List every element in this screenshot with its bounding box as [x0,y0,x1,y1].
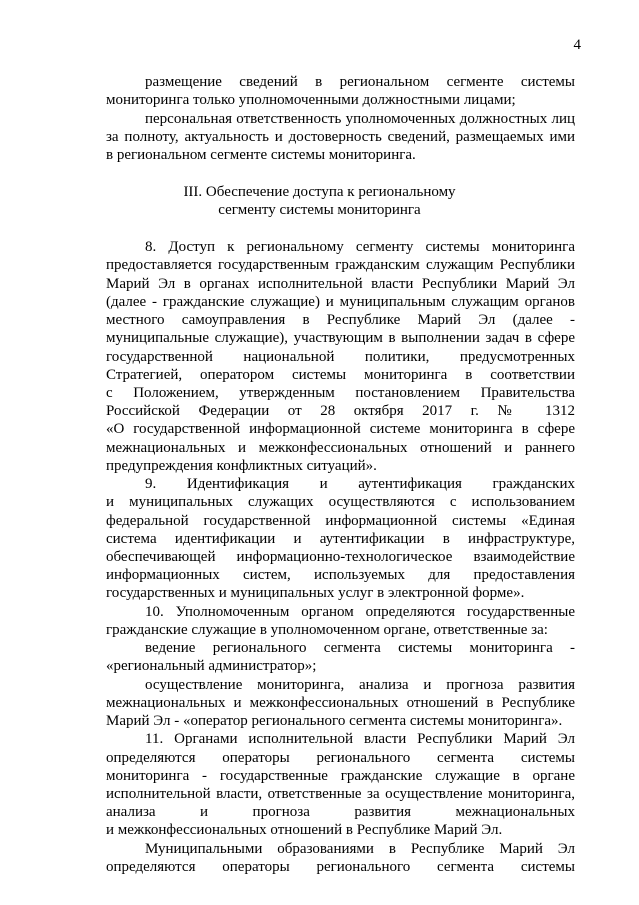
text-line: мониторинга только уполномоченными должностными лицами; [106,92,516,108]
text-line: Марий Эл - «оператор регионального сегмента системы мониторинга». [106,713,563,729]
text-line: гражданские служащие в уполномоченном органе, ответственные за: [106,622,548,638]
section-heading: сегменту системы мониторинга [218,202,421,218]
text-line: муниципальные служащие), участвующим в выполнении задач в сфере [106,330,575,346]
text-line: исполнительной власти, ответственные за осуществление мониторинга, [106,786,575,802]
text-line: местного самоуправления в Республике Марий Эл (далее - [106,312,575,328]
text-line: Муниципальными образованиями в Республике Марий Эл [145,841,575,857]
text-line: персональная ответственность уполномоченных должностных лиц [145,111,575,127]
text-line: предупреждения конфликтных ситуаций». [106,458,377,474]
text-line: анализа и прогноза развития межнациональных [106,804,575,820]
text-line: «О государственной информационной системе мониторинга в сфере [106,421,575,437]
text-line: 8. Доступ к региональному сегменту системы мониторинга [145,239,575,255]
text-line: система идентификации и аутентификации в инфраструктуре, [106,531,575,547]
text-line: размещение сведений в региональном сегменте системы [145,74,575,90]
text-line: 11. Органами исполнительной власти Республики Марий Эл [145,731,575,747]
text-line: и муниципальных служащих осуществляются с использованием [106,494,575,510]
text-line: Стратегией, оператором системы мониторинга в соответствии [106,367,575,383]
text-line: с Положением, утвержденным постановлением Правительства [106,385,575,401]
page-number: 4 [573,37,581,53]
text-line: межнациональных и межконфессиональных отношений и раннего [106,440,575,456]
text-line: «региональный администратор»; [106,658,317,674]
text-line: межнациональных и межконфессиональных отношений в Республике [106,695,575,711]
text-line: обеспечивающей информационно-технологическое взаимодействие [106,549,575,565]
text-line: Марий Эл в органах исполнительной власти Республики Марий Эл [106,276,575,292]
text-line: мониторинга - государственные гражданские служащие в органе [106,768,575,784]
text-line: ведение регионального сегмента системы мониторинга - [145,640,575,656]
text-line: государственных и муниципальных услуг в электронной форме». [106,585,525,601]
text-line: информационных систем, используемых для предоставления [106,567,575,583]
text-line: в региональном сегменте системы мониторинга. [106,147,416,163]
text-line: государственной национальной политики, предусмотренных [106,349,575,365]
text-line: Российской Федерации от 28 октября 2017 г. № 1312 [106,403,575,419]
text-line: осуществление мониторинга, анализа и прогноза развития [145,677,575,693]
text-line: и межконфессиональных отношений в Республике Марий Эл. [106,822,503,838]
text-line: федеральной государственной информационной системы «Единая [106,513,575,529]
text-line: 9. Идентификация и аутентификация гражданских [145,476,575,492]
text-line: (далее - гражданские служащие) и муниципальным служащим органов [106,294,575,310]
section-heading: III. Обеспечение доступа к региональному [183,184,456,200]
text-line: предоставляется государственным гражданским служащим Республики [106,257,575,273]
text-line: 10. Уполномоченным органом определяются государственные [145,604,575,620]
text-line: определяются операторы регионального сегмента системы [106,750,575,766]
text-line: за полноту, актуальность и достоверность сведений, размещаемых ими [106,129,575,145]
text-line: определяются операторы регионального сегмента системы [106,859,575,875]
